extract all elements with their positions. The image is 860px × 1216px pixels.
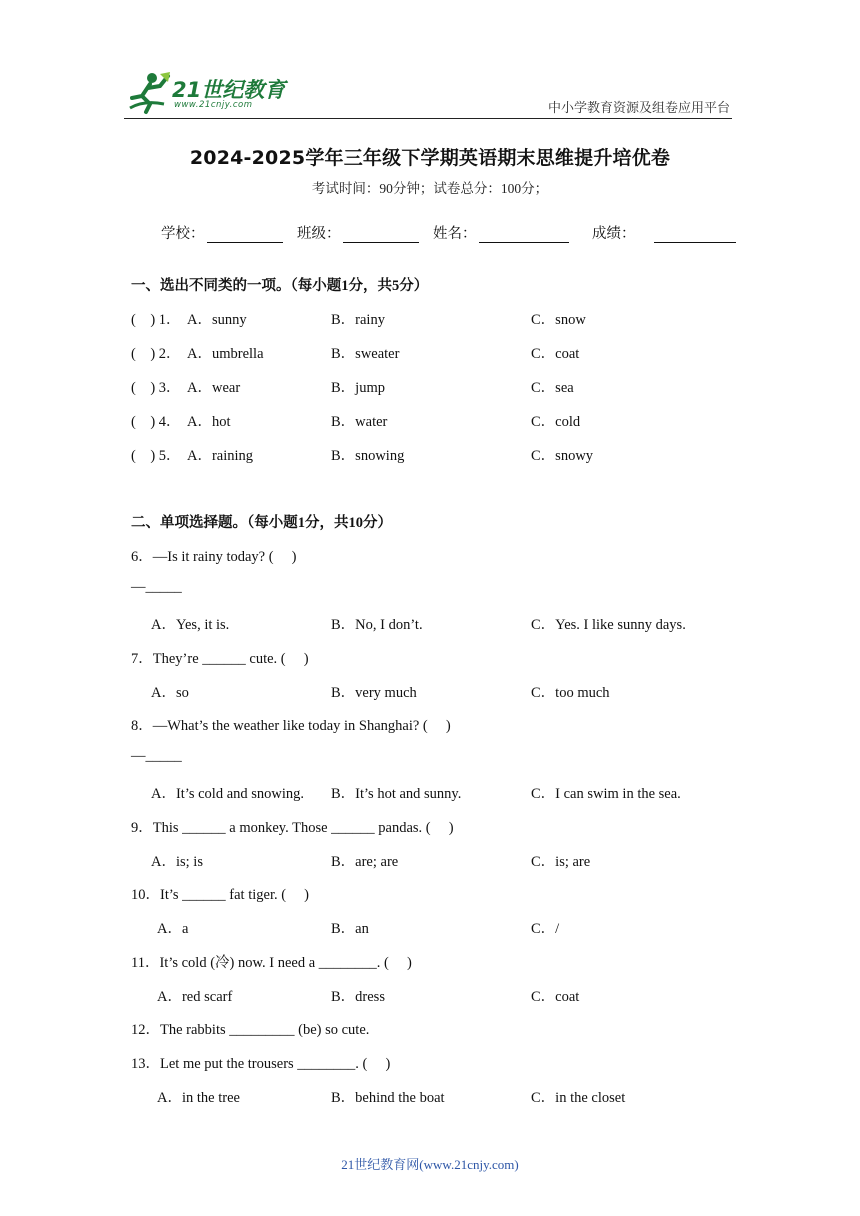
question-row [131, 308, 731, 328]
footer-link[interactable]: 21世纪教育网(www.21cnjy.com) [341, 1157, 519, 1172]
score-field[interactable] [592, 222, 736, 243]
question-6-answer: —_____ [131, 579, 182, 595]
option-b: B．very much [331, 685, 417, 701]
option-b: B．water [331, 414, 388, 430]
question-7-options [131, 681, 731, 701]
option-c: C．in the closet [531, 1090, 626, 1106]
option-c: C．is; are [531, 854, 591, 870]
question-number: ( ) 1． [131, 312, 181, 328]
header-divider [124, 118, 732, 119]
logo-text: 21世纪教育 [172, 78, 286, 102]
option-c: C．snow [531, 312, 586, 328]
option-b: B．dress [331, 989, 385, 1005]
option-a: A．raining [187, 448, 254, 464]
class-blank[interactable] [343, 228, 419, 243]
option-b: B．It’s hot and sunny. [331, 786, 462, 802]
option-c: C．too much [531, 685, 610, 701]
question-13-stem: 13．Let me put the trousers ________. ( ) [131, 1056, 391, 1072]
logo [124, 70, 289, 116]
option-a: A．wear [187, 380, 241, 396]
option-c: C．sea [531, 380, 574, 396]
option-a: A．hot [187, 414, 231, 430]
option-c: C．Yes. I like sunny days. [531, 617, 686, 633]
question-row [131, 410, 731, 430]
school-field[interactable] [161, 222, 283, 243]
class-label: 班级： [297, 226, 341, 242]
question-number: ( ) 4． [131, 414, 181, 430]
option-b: B．sweater [331, 346, 400, 362]
name-label: 姓名： [433, 226, 477, 242]
option-a: A．Yes, it is. [151, 617, 230, 633]
score-label: 成绩： [592, 226, 636, 242]
option-c: C．snowy [531, 448, 594, 464]
question-number: ( ) 2． [131, 346, 181, 362]
runner-logo-icon [124, 70, 172, 116]
option-b: B．No, I don’t. [331, 617, 423, 633]
question-6-stem: 6．—Is it rainy today? ( ) [131, 549, 297, 565]
platform-name: 中小学教育资源及组卷应用平台 [547, 100, 730, 115]
school-blank[interactable] [207, 228, 283, 243]
option-a: A．is; is [151, 854, 203, 870]
option-a: A．so [151, 685, 189, 701]
name-blank[interactable] [479, 228, 569, 243]
question-11-options [131, 985, 731, 1005]
question-8-stem: 8．—What’s the weather like today in Shanghai? ( ) [131, 718, 451, 734]
option-a: A．a [157, 921, 189, 937]
question-11-stem: 11．It’s cold (冷) now. I need a ________. ( ) [131, 955, 412, 971]
question-row [131, 342, 731, 362]
option-a: A．umbrella [187, 346, 264, 362]
option-b: B．an [331, 921, 369, 937]
option-c: C．coat [531, 346, 580, 362]
question-10-options [131, 917, 731, 937]
question-10-stem: 10．It’s ______ fat tiger. ( ) [131, 887, 310, 903]
question-13-options [131, 1086, 731, 1106]
school-label: 学校： [161, 226, 205, 242]
question-9-options [131, 850, 731, 870]
question-8-options [131, 782, 731, 802]
question-12-stem: 12．The rabbits _________ (be) so cute. [131, 1022, 370, 1038]
option-b: B．snowing [331, 448, 405, 464]
question-number: ( ) 5． [131, 448, 181, 464]
page-title: 2024-2025学年三年级下学期英语期末思维提升培优卷 [189, 147, 671, 169]
question-row [131, 444, 731, 464]
score-blank[interactable] [654, 228, 736, 243]
option-b: B．are; are [331, 854, 399, 870]
question-8-answer: —_____ [131, 748, 182, 764]
option-a: A．in the tree [157, 1090, 240, 1106]
section2-heading: 二、单项选择题。（每小题1分，共10分） [131, 515, 392, 531]
question-6-options [131, 613, 731, 633]
name-field[interactable] [433, 222, 569, 243]
option-b: B．behind the boat [331, 1090, 445, 1106]
option-c: C．I can swim in the sea. [531, 786, 681, 802]
option-b: B．jump [331, 380, 385, 396]
question-row [131, 376, 731, 396]
option-c: C．/ [531, 921, 560, 937]
section1-heading: 一、选出不同类的一项。（每小题1分，共5分） [131, 278, 429, 294]
question-9-stem: 9．This ______ a monkey. Those ______ pandas. ( ) [131, 820, 454, 836]
option-c: C．coat [531, 989, 580, 1005]
question-7-stem: 7．They’re ______ cute. ( ) [131, 651, 309, 667]
class-field[interactable] [297, 222, 419, 243]
question-number: ( ) 3． [131, 380, 181, 396]
option-a: A．red scarf [157, 989, 233, 1005]
logo-url: www.21cnjy.com [174, 100, 253, 110]
option-a: A．sunny [187, 312, 247, 328]
option-b: B．rainy [331, 312, 385, 328]
exam-subtitle: 考试时间：90分钟；试卷总分：100分； [311, 181, 549, 196]
option-a: A．It’s cold and snowing. [151, 786, 305, 802]
option-c: C．cold [531, 414, 581, 430]
